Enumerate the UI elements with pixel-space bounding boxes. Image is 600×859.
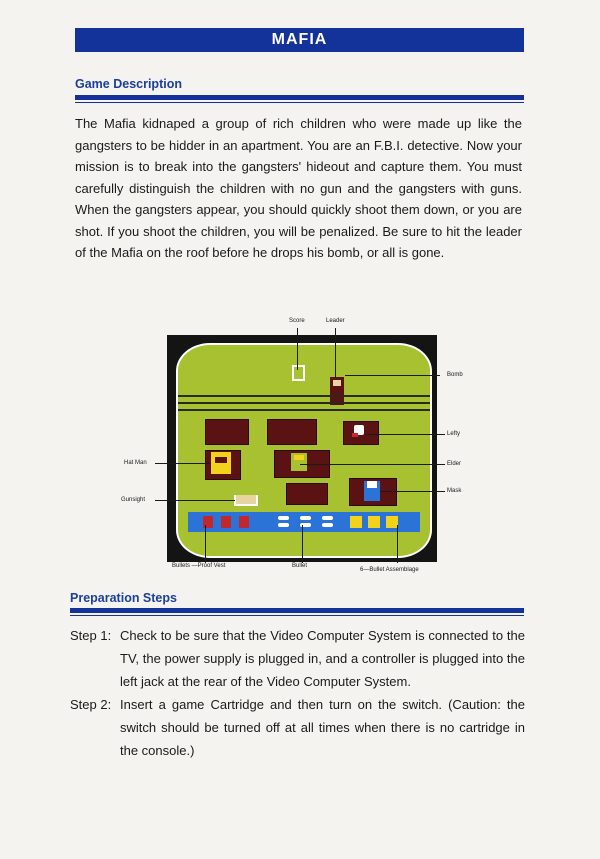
step-item [70,693,525,762]
leader-label: Leader [326,318,345,324]
apartment-window [205,419,249,445]
bullet-assemblage-icon [350,516,362,528]
proof-vest-icon [221,516,231,528]
mask-label: Mask [447,488,462,494]
bomb-label: Bomb [447,372,463,378]
hat-man-leader-line [155,463,210,464]
bullet-icon [300,516,311,520]
leader-leader-line [335,328,336,378]
score-box [292,365,305,381]
step-number: Step 2: [70,697,112,712]
bullet-icon [322,523,333,527]
section-rule [75,95,524,100]
assemblage-leader-line [397,525,398,563]
roof-line [178,395,430,397]
game-description-text: The Mafia kidnaped a group of rich children who were made up like the gangsters to be hidder in an apartment. You are an F.B.I. detective. Now your mission is to break into the gangsters' hideout and capture them. You must carefully distinguish the children with no gun and the gangsters with guns. When the gangsters appear, you should quickly shoot them down, or you are shot. If you shoot the children, you will be penalized. Be sure to hit the leader of the Mafia on the roof before he drops his bomb, or all is gone. [75,116,522,260]
elder-face [294,455,304,460]
bullet-icon [278,523,289,527]
proof-vest-icon [239,516,249,528]
preparation-steps-heading: Preparation Steps [70,591,177,605]
section-rule-thin [70,615,524,616]
page-title: MAFIA [75,28,524,52]
roof-line [178,402,430,404]
section-rule [70,608,524,613]
bullet-leader-line [302,525,303,563]
hat-man-sprite [211,452,231,474]
lefty-leader-line [365,434,445,435]
bullet-icon [278,516,289,520]
elder-label: Elder [447,461,462,467]
six-bullet-assemblage-label: 6—Bullet Assemblage [360,567,419,573]
roof-line [178,409,430,411]
step-item [70,624,525,693]
bullet-assemblage-icon [368,516,380,528]
game-description-heading: Game Description [75,77,182,91]
gunsight-leader-line [155,500,235,501]
mask-leader-line [380,491,445,492]
step-text: Insert a game Cartridge and then turn on the switch. (Caution: the switch should be turned off at all times when there is no cartridge in the console.) [120,697,525,758]
bullet-label: Bullet [292,563,308,569]
hat-man-label: Hat Man [124,460,147,466]
gunsight-label: Gunsight [121,497,146,503]
step-number: Step 1: [70,628,112,643]
mask-face [367,481,377,488]
bullet-icon [322,516,333,520]
apartment-window [267,419,317,445]
step-text: Check to be sure that the Video Computer System is connected to the TV, the power supply is plugged in, and a controller is plugged into the left jack at the rear of the Video Computer System. [120,628,525,689]
hat-man-face [215,457,227,463]
score-label: Score [289,318,305,324]
apartment-window [286,483,328,505]
bullets-proof-vest-label: Bullets —Proof Vest [172,563,226,569]
section-rule-thin [75,102,524,103]
lefty-label: Lefty [447,431,461,437]
lefty-arm [352,433,358,437]
vest-leader-line [205,525,206,563]
bomb-leader-line [345,375,440,376]
status-dashboard [188,512,420,532]
score-leader-line [297,328,298,370]
preparation-steps-list [70,624,525,762]
gunsight-sprite [234,495,258,506]
elder-leader-line [300,464,445,465]
leader-face [333,380,341,386]
